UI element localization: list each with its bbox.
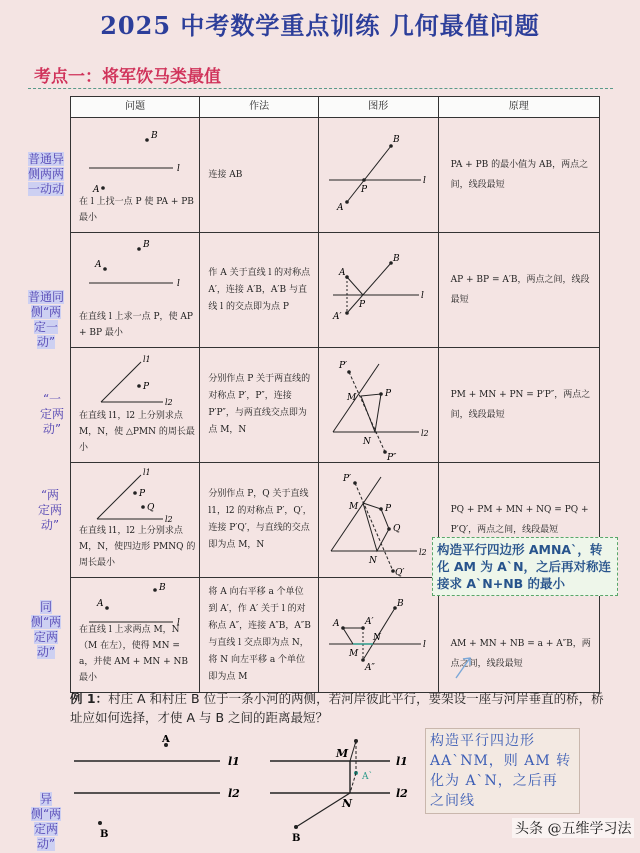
svg-text:l: l (422, 640, 426, 650)
svg-text:l: l (177, 164, 180, 174)
principle-cell (438, 233, 599, 348)
svg-text:P: P (384, 504, 391, 514)
svg-text:A: A (97, 599, 104, 609)
table-row (71, 348, 600, 463)
method-cell (200, 463, 319, 578)
method-text: 分别作点 P，Q 关于直线 l1，l2 的对称点 P′，Q′，连接 P′Q′，与直线的交点即为点 M，N (208, 489, 312, 550)
side-tag: “两定两动” (37, 488, 62, 532)
problem-cell (71, 348, 200, 463)
svg-text:A: A (95, 260, 102, 270)
figure-cell (318, 118, 438, 233)
svg-text:l: l (177, 618, 180, 628)
side-tag: “一定两动” (39, 392, 64, 436)
annotation-note-green: 构造平行四边形 AMNA`，转化 AM 为 A`N，之后再对称连接求 A`N+NB 的最小 (432, 537, 618, 596)
figure-cell (318, 578, 438, 693)
svg-text:B: B (100, 829, 109, 840)
side-tag: 普通异侧两两一动动 (27, 152, 64, 196)
svg-text:A′: A′ (364, 617, 374, 627)
method-cell (200, 118, 319, 233)
svg-text:A′: A′ (332, 312, 342, 322)
svg-text:Q′: Q′ (394, 568, 405, 577)
table-row (71, 118, 600, 233)
principle-text: PA + PB 的最小值为 AB，两点之间，线段最短 (450, 160, 589, 190)
svg-text:l1: l1 (228, 755, 240, 768)
principle-cell (438, 348, 599, 463)
section-divider (28, 88, 613, 89)
svg-text:A: A (93, 185, 100, 195)
problem-cell (71, 118, 200, 233)
svg-text:B: B (292, 833, 301, 844)
method-cell (200, 233, 319, 348)
problem-text: 在直线 l 上求一点 P，使 AP + BP 最小 (79, 312, 193, 338)
table-header (71, 97, 600, 118)
principle-cell (438, 118, 599, 233)
svg-text:l: l (177, 279, 180, 289)
side-tag: 普通同侧“两定一动” (27, 290, 64, 349)
method-table (70, 96, 600, 693)
svg-text:B: B (159, 583, 166, 593)
method-text: 连接 AB (208, 169, 243, 180)
side-tag: 异侧“两定两动” (30, 792, 62, 851)
svg-text:B: B (392, 254, 400, 264)
problem-text: 在直线 l1，l2 上分别求点 M，N，使四边形 PMNQ 的周长最小 (79, 526, 196, 568)
problem-cell (71, 578, 200, 693)
table-row (71, 233, 600, 348)
principle-text: AP + BP = A′B，两点之间，线段最短 (450, 275, 590, 305)
svg-text:P: P (360, 185, 367, 195)
section-heading: 考点一：将军饮马类最值 (34, 67, 221, 87)
svg-text:l: l (422, 176, 426, 186)
svg-text:N: N (342, 797, 353, 810)
svg-text:P″: P″ (386, 453, 397, 462)
side-tag: 同侧“两定两动” (30, 600, 62, 659)
svg-text:l1: l1 (143, 355, 151, 364)
svg-text:P: P (384, 389, 391, 399)
svg-text:M: M (348, 502, 359, 512)
svg-text:M: M (348, 649, 359, 659)
svg-text:A`: A` (362, 772, 373, 782)
annotation-note-beige: 构造平行四边形 AA`NM，则 AM 转化为 A`N，之后再 之间线 (425, 728, 580, 814)
header-figure: 图形 (318, 97, 438, 118)
svg-text:B: B (151, 131, 158, 141)
svg-text:l1: l1 (143, 468, 151, 477)
solution-figure-3 (319, 348, 439, 462)
method-cell (200, 348, 319, 463)
svg-text:Q: Q (147, 503, 155, 513)
svg-text:Q: Q (392, 524, 401, 534)
figure-cell (318, 463, 438, 578)
svg-text:B: B (143, 240, 150, 250)
method-text: 作 A 关于直线 l 的对称点 A′，连接 A′B，A′B 与直线 l 的交点即为点 P (208, 267, 311, 312)
example-figure (60, 735, 420, 845)
example-label: 例 1： (70, 691, 109, 706)
svg-text:M: M (346, 393, 357, 403)
problem-cell (71, 233, 200, 348)
svg-text:l: l (420, 291, 424, 301)
example-problem (70, 689, 605, 727)
method-cell (200, 578, 319, 693)
svg-text:l2: l2 (165, 515, 173, 524)
svg-text:B: B (392, 135, 400, 145)
method-text: 将 A 向右平移 a 个单位到 A′，作 A′ 关于 l 的对称点 A″，连接 A″B，A″B 与直线 l 交点即为点 N，将 N 向左平移 a 个单位即为点 M (208, 587, 311, 682)
problem-text: 在直线 l 上求两点 M，N（M 在左），使得 MN = a，并使 AM + MN + NB 最小 (79, 625, 189, 683)
svg-text:N: N (368, 556, 377, 566)
svg-text:M: M (336, 747, 349, 760)
svg-text:l2: l2 (396, 787, 408, 800)
svg-text:N: N (362, 437, 371, 447)
watermark: 头条 @五维学习法 (512, 818, 634, 838)
svg-text:A: A (162, 735, 170, 745)
page-title: 2025 中考数学重点训练 几何最值问题 (100, 11, 540, 40)
svg-text:P: P (143, 382, 150, 392)
svg-text:P′: P′ (338, 361, 348, 371)
solution-figure-2 (319, 233, 439, 347)
svg-text:B: B (396, 599, 404, 609)
svg-text:l2: l2 (418, 548, 427, 557)
header-principle: 原理 (438, 97, 599, 118)
svg-text:l2: l2 (228, 787, 240, 800)
figure-cell (318, 348, 438, 463)
principle-text: PM + MN + PN = P′P″，两点之间，线段最短 (450, 390, 591, 420)
problem-text: 在直线 l1，l2 上分别求点 M，N，使 △PMN 的周长最小 (79, 411, 195, 453)
svg-text:P: P (358, 300, 365, 310)
svg-text:P: P (139, 489, 146, 499)
svg-text:A″: A″ (364, 663, 375, 673)
svg-text:A: A (338, 268, 346, 278)
principle-text: AM + MN + NB = a + A″B，两点之间，线段最短 (450, 639, 591, 669)
header-method: 作法 (200, 97, 319, 118)
arrow-icon (452, 652, 476, 682)
principle-text: PQ + PM + MN + NQ = PQ + P′Q′，两点之间，线段最短 (450, 505, 589, 535)
svg-text:N: N (372, 633, 381, 643)
header-problem: 问题 (71, 97, 200, 118)
svg-text:P′: P′ (342, 474, 352, 484)
problem-text: 在 l 上找一点 P 使 PA + PB 最小 (79, 197, 194, 223)
svg-text:A: A (332, 619, 340, 629)
solution-figure-1 (319, 118, 439, 232)
example-text: 村庄 A 和村庄 B 位于一条小河的两侧，若河岸彼此平行，要架设一座与河岸垂直的桥，桥址应如何选择，才使 A 与 B 之间的距离最短？ (70, 691, 604, 725)
method-text: 分别作点 P 关于两直线的对称点 P′，P″，连接 P′P″，与两直线交点即为点 M，N (208, 374, 311, 435)
svg-text:l2: l2 (165, 398, 173, 407)
figure-cell (318, 233, 438, 348)
svg-text:l1: l1 (396, 755, 408, 768)
svg-text:A: A (336, 203, 344, 213)
problem-cell (71, 463, 200, 578)
svg-text:l2: l2 (420, 429, 429, 438)
solution-figure-4 (319, 463, 439, 577)
solution-figure-5 (319, 578, 439, 692)
